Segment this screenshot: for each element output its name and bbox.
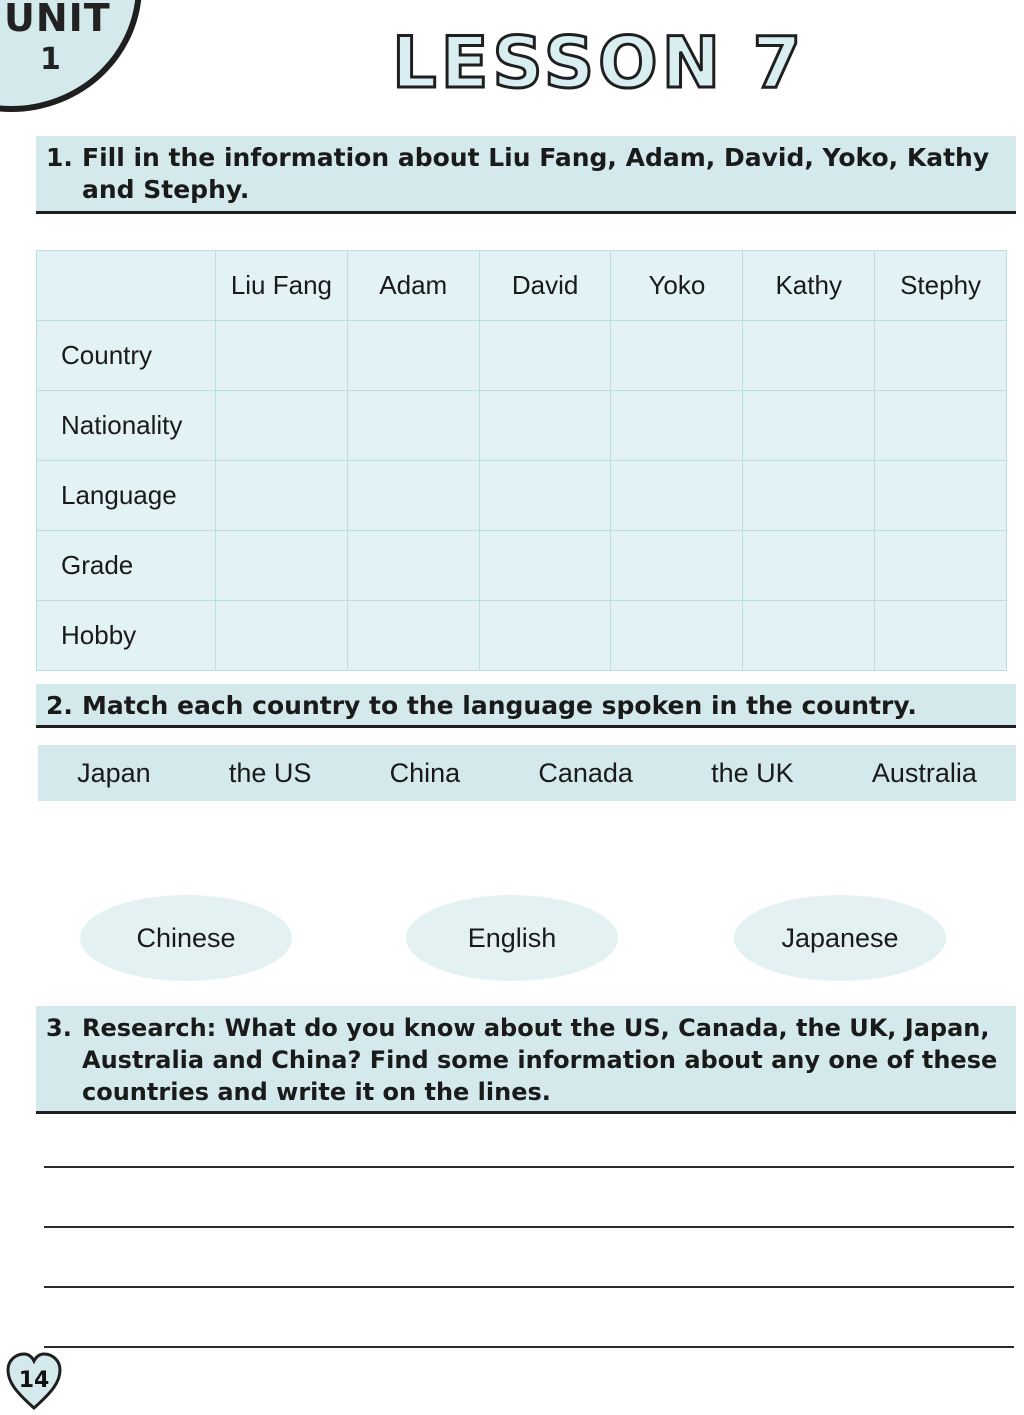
table-row xyxy=(37,321,1007,391)
answer-cell[interactable] xyxy=(743,391,875,461)
answer-cell[interactable] xyxy=(479,461,611,531)
column-header: Yoko xyxy=(611,251,743,321)
answer-cell[interactable] xyxy=(479,531,611,601)
row-label: Grade xyxy=(37,531,216,601)
answer-cell[interactable] xyxy=(347,321,479,391)
section-3-number: 3. xyxy=(46,1014,72,1042)
answer-cell[interactable] xyxy=(875,391,1007,461)
row-label: Nationality xyxy=(37,391,216,461)
section-3-instruction: Research: What do you know about the US, Canada, the UK, Japan, Australia and China? Find some information about any one of these countries and write it on the lines. xyxy=(82,1014,998,1106)
row-label: Country xyxy=(37,321,216,391)
table-row xyxy=(37,601,1007,671)
section-1-header xyxy=(36,136,1016,214)
row-label: Language xyxy=(37,461,216,531)
answer-cell[interactable] xyxy=(875,601,1007,671)
column-header: David xyxy=(479,251,611,321)
answer-cell[interactable] xyxy=(743,321,875,391)
section-2-number: 2. xyxy=(46,691,73,720)
answer-cell[interactable] xyxy=(216,531,348,601)
country-item[interactable]: Canada xyxy=(538,757,633,788)
answer-cell[interactable] xyxy=(347,601,479,671)
writing-line[interactable] xyxy=(44,1286,1014,1288)
answer-cell[interactable] xyxy=(875,531,1007,601)
section-2-header xyxy=(36,684,1016,728)
column-header: Adam xyxy=(347,251,479,321)
table-header-row xyxy=(37,251,1007,321)
answer-cell[interactable] xyxy=(743,461,875,531)
section-2-instruction: Match each country to the language spoken in the country. xyxy=(82,691,917,720)
info-table xyxy=(36,250,1007,671)
table-row xyxy=(37,461,1007,531)
answer-cell[interactable] xyxy=(611,321,743,391)
answer-cell[interactable] xyxy=(216,601,348,671)
unit-label: UNIT xyxy=(4,0,111,40)
table-corner-cell xyxy=(37,251,216,321)
answer-cell[interactable] xyxy=(216,461,348,531)
country-item[interactable]: Japan xyxy=(77,757,151,788)
answer-cell[interactable] xyxy=(347,531,479,601)
answer-cell[interactable] xyxy=(611,391,743,461)
section-1-number: 1. xyxy=(46,143,73,172)
language-oval[interactable]: Chinese xyxy=(80,895,292,981)
lesson-title: LESSON 7 xyxy=(392,22,806,104)
column-header: Stephy xyxy=(875,251,1007,321)
writing-line[interactable] xyxy=(44,1166,1014,1168)
page-number: 14 xyxy=(18,1368,50,1393)
column-header: Kathy xyxy=(743,251,875,321)
section-3-header xyxy=(36,1006,1016,1114)
country-list xyxy=(38,745,1016,801)
answer-cell[interactable] xyxy=(479,321,611,391)
answer-cell[interactable] xyxy=(743,601,875,671)
answer-cell[interactable] xyxy=(611,531,743,601)
answer-cell[interactable] xyxy=(216,391,348,461)
row-label: Hobby xyxy=(37,601,216,671)
writing-line[interactable] xyxy=(44,1346,1014,1348)
section-1-instruction: Fill in the information about Liu Fang, Adam, David, Yoko, Kathy and Stephy. xyxy=(82,143,990,204)
country-item[interactable]: Australia xyxy=(871,757,977,788)
answer-cell[interactable] xyxy=(347,461,479,531)
answer-cell[interactable] xyxy=(875,321,1007,391)
answer-cell[interactable] xyxy=(347,391,479,461)
answer-cell[interactable] xyxy=(479,601,611,671)
writing-line[interactable] xyxy=(44,1226,1014,1228)
language-oval[interactable]: English xyxy=(406,895,618,981)
answer-cell[interactable] xyxy=(611,461,743,531)
answer-cell[interactable] xyxy=(743,531,875,601)
country-item[interactable]: the UK xyxy=(711,757,794,788)
answer-cell[interactable] xyxy=(479,391,611,461)
column-header: Liu Fang xyxy=(216,251,348,321)
answer-cell[interactable] xyxy=(611,601,743,671)
table-row xyxy=(37,531,1007,601)
answer-cell[interactable] xyxy=(216,321,348,391)
country-item[interactable]: the US xyxy=(228,757,312,788)
language-oval[interactable]: Japanese xyxy=(734,895,946,981)
answer-cell[interactable] xyxy=(875,461,1007,531)
country-item[interactable]: China xyxy=(389,757,461,788)
table-row xyxy=(37,391,1007,461)
unit-number: 1 xyxy=(40,42,61,77)
